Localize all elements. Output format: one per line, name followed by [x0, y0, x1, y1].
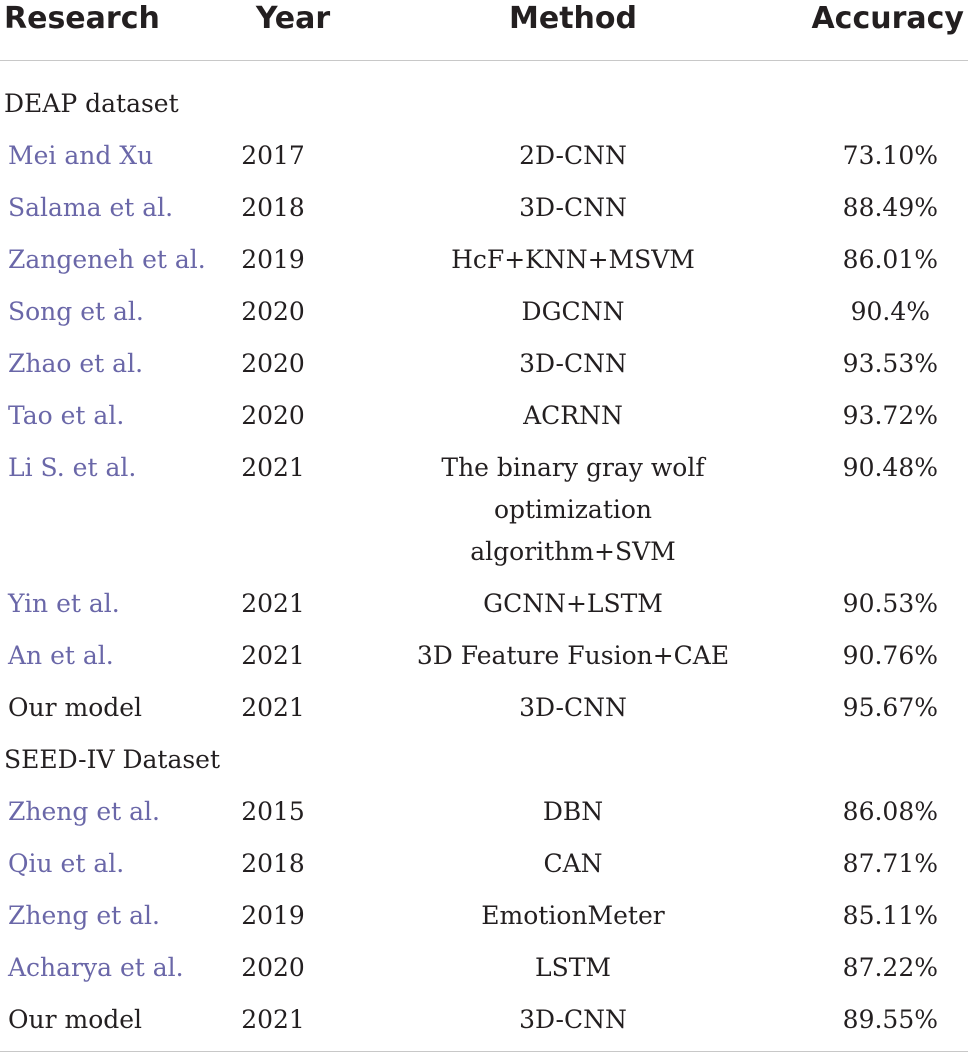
year-cell: 2018 [241, 849, 305, 878]
accuracy-cell: 73.10% [842, 141, 938, 170]
header-research: Research [0, 0, 218, 61]
method-cell: DGCNN [521, 297, 625, 326]
accuracy-cell: 87.71% [842, 849, 938, 878]
method-cell [368, 447, 778, 583]
table-row [0, 447, 968, 583]
method-cell: 3D Feature Fusion+CAE [416, 641, 730, 670]
year-cell: 2021 [241, 693, 305, 722]
year-cell: 2021 [218, 999, 368, 1052]
research-link[interactable]: Zhao et al. [8, 349, 144, 378]
method-cell: ACRNN [523, 401, 623, 430]
method-cell: LSTM [534, 953, 611, 982]
header-method: Method [368, 0, 778, 61]
table-header [0, 0, 968, 61]
year-cell: 2019 [241, 901, 305, 930]
accuracy-cell: 89.55% [778, 999, 968, 1052]
table-row [0, 843, 968, 895]
accuracy-cell: 85.11% [842, 901, 938, 930]
table-body [0, 61, 968, 1052]
table-row [0, 239, 968, 291]
method-line: algorithm+SVM [470, 537, 676, 566]
research-link[interactable]: Yin et al. [8, 589, 120, 618]
table-row [0, 395, 968, 447]
table-row [0, 947, 968, 999]
section-title: DEAP dataset [4, 89, 179, 118]
accuracy-cell: 90.4% [850, 297, 930, 326]
table-row [0, 687, 968, 739]
section-row-seed-iv [0, 739, 968, 791]
research-link[interactable]: Acharya et al. [8, 953, 184, 982]
year-cell: 2017 [241, 141, 305, 170]
accuracy-cell: 90.48% [842, 453, 938, 482]
research-link[interactable]: Li S. et al. [8, 453, 137, 482]
research-link[interactable]: Qiu et al. [8, 849, 125, 878]
method-cell: 3D-CNN [519, 349, 627, 378]
header-row [0, 0, 968, 61]
accuracy-cell: 95.67% [842, 693, 938, 722]
year-cell: 2020 [241, 953, 305, 982]
table-row [0, 135, 968, 187]
research-link[interactable]: Zheng et al. [8, 797, 160, 826]
table-row [0, 343, 968, 395]
accuracy-cell: 90.53% [842, 589, 938, 618]
year-cell: 2020 [241, 349, 305, 378]
year-cell: 2019 [241, 245, 305, 274]
spacer-row [0, 61, 968, 84]
year-cell: 2015 [241, 797, 305, 826]
research-link[interactable]: Song et al. [8, 297, 144, 326]
research-cell: Our model [0, 999, 218, 1052]
year-cell: 2020 [241, 401, 305, 430]
table-row [0, 791, 968, 843]
method-cell: 3D-CNN [519, 193, 627, 222]
table-row [0, 635, 968, 687]
method-line: The binary gray wolf [441, 453, 705, 482]
year-cell: 2021 [241, 589, 305, 618]
research-link[interactable]: An et al. [8, 641, 114, 670]
accuracy-cell: 86.01% [842, 245, 938, 274]
year-cell: 2021 [241, 641, 305, 670]
accuracy-cell: 86.08% [842, 797, 938, 826]
method-cell: DBN [542, 797, 604, 826]
accuracy-cell: 90.76% [842, 641, 938, 670]
method-cell: CAN [543, 849, 603, 878]
header-year: Year [218, 0, 368, 61]
research-link[interactable]: Salama et al. [8, 193, 174, 222]
method-cell: 2D-CNN [519, 141, 627, 170]
year-cell: 2018 [241, 193, 305, 222]
accuracy-cell: 93.53% [842, 349, 938, 378]
method-cell: 3D-CNN [519, 693, 627, 722]
section-row-deap [0, 83, 968, 135]
year-cell: 2021 [241, 453, 305, 482]
method-line: optimization [493, 495, 653, 524]
table-row [0, 583, 968, 635]
research-link[interactable]: Mei and Xu [8, 141, 154, 170]
method-cell: EmotionMeter [481, 901, 665, 930]
section-title: SEED-IV Dataset [4, 745, 221, 774]
research-link[interactable]: Zheng et al. [8, 901, 160, 930]
table-row [0, 291, 968, 343]
table-row [0, 895, 968, 947]
research-cell: Our model [8, 693, 143, 722]
accuracy-cell: 93.72% [842, 401, 938, 430]
table-row [0, 187, 968, 239]
method-cell: GCNN+LSTM [483, 589, 663, 618]
accuracy-cell: 88.49% [842, 193, 938, 222]
header-accuracy: Accuracy [778, 0, 968, 61]
method-cell: HcF+KNN+MSVM [451, 245, 695, 274]
spacer-cell [0, 61, 968, 84]
year-cell: 2020 [241, 297, 305, 326]
method-cell: 3D-CNN [368, 999, 778, 1052]
research-link[interactable]: Zangeneh et al. [8, 245, 206, 274]
research-link[interactable]: Tao et al. [8, 401, 125, 430]
accuracy-cell: 87.22% [842, 953, 938, 982]
table-row [0, 999, 968, 1052]
